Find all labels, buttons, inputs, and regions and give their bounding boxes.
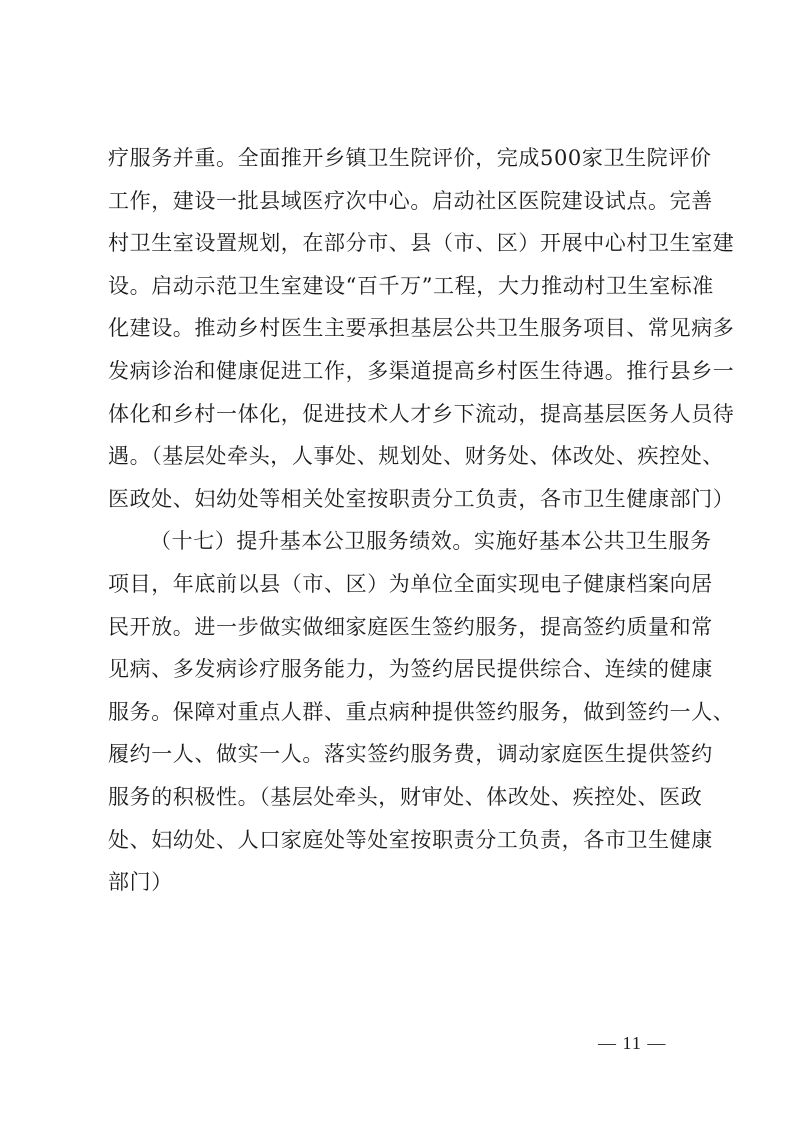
body-text-line: 见病、多发病诊疗服务能力，为签约居民提供综合、连续的健康 [108,657,713,682]
body-text-line: 遇。（基层处牵头，人事处、规划处、财务处、体改处、疾控处、 [108,444,724,469]
body-text-line: 村卫生室设置规划，在部分市、县（市、区）开展中心村卫生室建 [108,231,735,256]
body-text-line: 设。启动示范卫生室建设“百千万”工程，大力推动村卫生室标准 [108,273,714,298]
body-text-line: 处、妇幼处、人口家庭处等处室按职责分工负责，各市卫生健康 [108,827,713,852]
body-text-line: 项目，年底前以县（市、区）为单位全面实现电子健康档案向居 [108,572,713,596]
body-text-line: 服务的积极性。（基层处牵头，财审处、体改处、疾控处、医政 [108,785,703,809]
body-text-line: 体化和乡村一体化，促进技术人才乡下流动，提高基层医务人员待 [108,401,735,426]
page-number: — 11 — [598,1033,667,1053]
body-text-line: 疗服务并重。全面推开乡镇卫生院评价，完成500家卫生院评价 [108,146,712,170]
section-heading-line: （十七）提升基本公卫服务绩效。实施好基本公共卫生服务 [150,529,712,554]
body-text-line: 发病诊治和健康促进工作，多渠道提高乡村医生待遇。推行县乡一 [108,359,735,383]
body-text-line: 服务。保障对重点人群、重点病种提供签约服务，做到签约一人、 [108,699,735,724]
body-text-line: 履约一人、做实一人。落实签约服务费，调动家庭医生提供签约 [108,742,713,767]
body-text-line: 医政处、妇幼处等相关处室按职责分工负责，各市卫生健康部门） [108,486,735,511]
body-text-line: 工作，建设一批县域医疗次中心。启动社区医院建设试点。完善 [108,188,713,213]
body-text-line: 化建设。推动乡村医生主要承担基层公共卫生服务项目、常见病多 [108,316,735,341]
body-text-line: 部门） [108,870,173,895]
body-text-line: 民开放。进一步做实做细家庭医生签约服务，提高签约质量和常 [108,614,713,639]
